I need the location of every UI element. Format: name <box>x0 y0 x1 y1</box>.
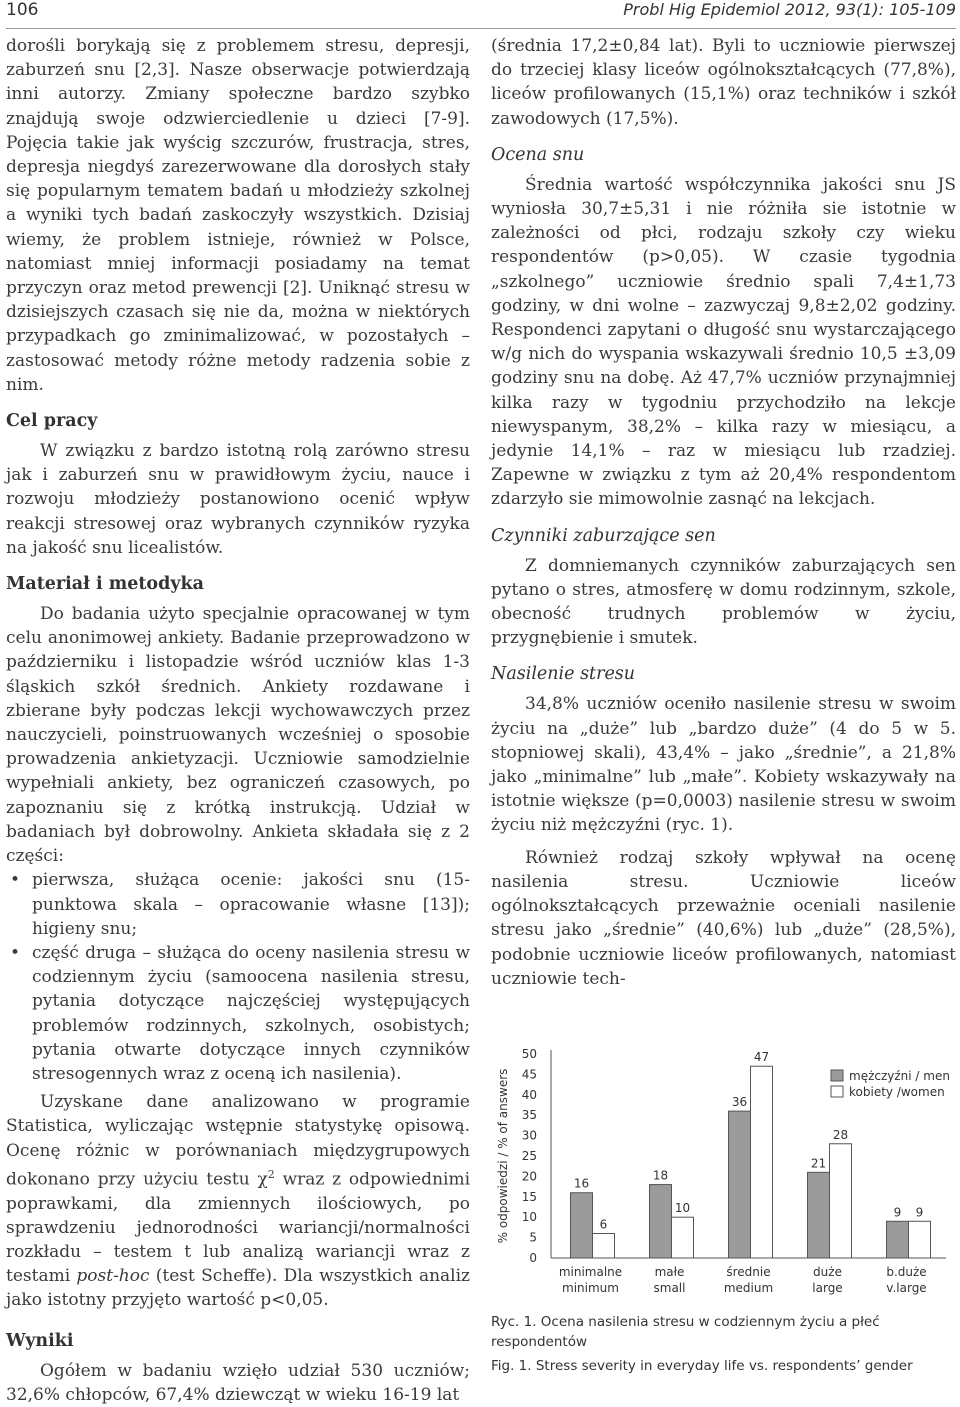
survey-parts-list <box>6 868 470 1086</box>
bar-value-label: 6 <box>599 1217 608 1232</box>
y-tick-label: 0 <box>529 1251 537 1265</box>
posthoc-term: post-hoc <box>76 1266 150 1287</box>
legend-label: kobiety /women <box>849 1085 945 1099</box>
bar <box>909 1221 931 1258</box>
y-tick-label: 30 <box>521 1128 537 1143</box>
statistics-text-b: wraz z odpowiednimi poprawkami, dla zmiennych ilościowych, po sprawdzeniu jednorodności wariancji/normalności rozkładu – testem t lub analizą wariancji wraz z testami <box>6 1169 471 1287</box>
bar <box>830 1144 852 1258</box>
y-tick-label: 10 <box>521 1210 537 1225</box>
intro-paragraph: dorośli borykają się z problemem stresu, depresji, zaburzeń snu [2,3]. Nasze obserwacje potwierdzają inni autorzy. Zmiany społeczne bardzo szybko znajdują swoje odzwierciedlenie u dzieci [7-9]. Pojęcia takie jak wyścig szczurów, frustracja, stres, depresja niegdyś zarezerwowane dla dorosłych stały się popularnym tematem badań u młodzieży szkolnej a wyniki tych badań zaskoczyły wszystkich. Dzisiaj wiemy, że problem istnieje, również w Polsce, natomiast mniej informacji posiadamy na temat przyczyn oraz metod prewencji [2]. Uniknąć stresu w dzisiejszych czasach się nie da, można w niektórych przypadkach go zminimalizować, w pozostałych – zastosować metody różne metody radzenia sobie z nim. <box>6 36 470 395</box>
section-heading-material: Materiał i metodyka <box>6 574 204 595</box>
x-category-label-en: minimum <box>562 1281 619 1295</box>
bar-value-label: 36 <box>731 1095 748 1110</box>
bar-value-label: 28 <box>832 1127 849 1142</box>
ocena-paragraph: Średnia wartość współczynnika jakości snu JS wyniosła 30,7±5,31 i nie różniła sie istotnie w zależności od płci, rodzaju szkoły czy wieku respondentów (p>0,05). W czasie tygodnia „szkolnego” uczniowie średnio spali 7,4±1,73 godziny, w dni wolne – zazwyczaj 9,8±2,02 godziny. Respondenci zapytani o długość snu wystarczającego w/g nich do wyspania wskazywali średnio 10,5 ±3,09 godziny snu na dobę. Aż 47,7% uczniów przynajmniej kilka razy w tygodniu przychodziło na lekcje niewyspanym, 38,2% – kilka razy w miesiącu, a jedynie 14,1% – raz w miesiącu lub rzadziej. Zapewne w związku z tym aż 20,4% respondentom zdarzyło sie mimowolnie zasnąć na lekcjach. <box>491 174 956 510</box>
bar <box>650 1185 672 1258</box>
bar-value-label: 47 <box>753 1050 770 1065</box>
material-paragraph: Do badania użyto specjalnie opracowanej w tym celu anonimowej ankiety. Badanie przeprowadzono w październiku i listopadzie wśród uczniów klas 1-3 śląskich szkół średnich. Ankiety rozdawane i zbierane były podczas lekcji wychowawczych przez nauczycieli, poinstruowanych wcześniej o sposobie prowadzenia ankietyzacji. Uczniowie samodzielnie wypełniali ankiety, bez ograniczeń czasowych, po zapoznaniu się z krótką instrukcją. Udział w badaniach był dobrowolny. Ankieta składała się z 2 części: <box>6 604 470 867</box>
figure-caption-en: Fig. 1. Stress severity in everyday life vs. respondents’ gender <box>491 1358 913 1374</box>
x-category-label: duże <box>813 1265 842 1279</box>
czynniki-paragraph: Z domniemanych czynników zaburzających sen pytano o stres, atmosferę w domu rodzinnym, szkole, obecność trudnych problemów w życiu, przygnębienie i smutek. <box>491 555 956 649</box>
y-tick-label: 50 <box>521 1047 537 1061</box>
bar-value-label: 16 <box>573 1176 590 1191</box>
bar <box>887 1221 909 1258</box>
page-number: 106 <box>6 0 39 20</box>
continued-paragraph: (średnia 17,2±0,84 lat). Byli to uczniowie pierwszej do trzeciej klasy liceów ogólnokształcących (77,8%), liceów profilowanych (15,1%) oraz techników i szkół zawodowych (17,5%). <box>491 36 956 129</box>
subheading-nasilenie: Nasilenie stresu <box>491 664 636 685</box>
y-axis-title: % odpowiedzi / % of answers <box>496 1068 510 1244</box>
bar <box>672 1217 694 1258</box>
legend-swatch <box>831 1086 843 1097</box>
bar-value-label: 18 <box>652 1168 669 1183</box>
statistics-text-a: Uzyskane dane analizowano w programie Statistica, wyliczając wstępnie statystykę opisową. Ocenę różnic w porównaniach międzygrupowych dokonano przy użyciu testu <box>6 1092 470 1190</box>
y-tick-label: 20 <box>521 1169 537 1184</box>
figure-1-chart <box>491 1040 956 1310</box>
y-tick-label: 25 <box>521 1149 537 1163</box>
y-tick-label: 35 <box>521 1108 537 1123</box>
x-category-label-en: small <box>653 1281 686 1295</box>
left-column <box>6 34 470 1407</box>
chi-exponent: 2 <box>267 1167 275 1181</box>
list-item: • pierwsza, służąca ocenie: jakości snu (15-punktowa skala – opracowanie własne [13]); higieny snu; <box>6 868 470 941</box>
y-tick-label: 15 <box>521 1189 537 1204</box>
legend-label: mężczyźni / men <box>849 1069 950 1083</box>
statistics-text-c: (test Scheffe). Dla wszystkich analiz jako istotny przyjęto wartość p<0,05. <box>6 1266 470 1311</box>
y-tick-label: 5 <box>529 1230 537 1245</box>
x-category-label: b.duże <box>886 1265 927 1279</box>
section-heading-wyniki: Wyniki <box>6 1330 74 1351</box>
wyniki-paragraph: Ogółem w badaniu wzięło udział 530 uczniów; 32,6% chłopców, 67,4% dziewcząt w wieku 16-19 lat <box>6 1360 470 1405</box>
figure-caption-pl: Ryc. 1. Ocena nasilenia stresu w codziennym życiu a płeć respondentów <box>491 1314 880 1350</box>
bar-value-label: 10 <box>674 1201 691 1216</box>
x-category-label: minimalne <box>558 1265 623 1279</box>
list-item: • część druga – służąca do oceny nasilenia stresu w codziennym życiu (samoocena nasilenia stresu, pytania dotyczące najczęściej występujących problemów rodzinnych, szkolnych, osobistych; pytania otwarte dotyczące innych czynników stresogennych wraz z oceną ich nasilenia). <box>6 941 470 1086</box>
bar <box>571 1193 593 1258</box>
journal-reference: Probl Hig Epidemiol 2012, 93(1): 105-109 <box>623 0 956 19</box>
y-tick-label: 45 <box>521 1067 537 1082</box>
x-category-label-en: medium <box>723 1281 774 1295</box>
x-category-label: średnie <box>726 1265 771 1279</box>
bar <box>808 1172 830 1258</box>
nasilenie-paragraph-2: Również rodzaj szkoły wpływał na ocenę nasilenia stresu. Uczniowie liceów ogólnokształcących przeważnie oceniali nasilenie stresu jako „średnie” (40,6%) lub „duże” (28,5%), podobnie uczniowie liceów profilowanych, natomiast uczniowie tech- <box>491 847 956 989</box>
bar <box>751 1066 773 1258</box>
section-heading-cel-pracy: Cel pracy <box>6 411 98 432</box>
x-category-label-en: large <box>812 1281 843 1295</box>
right-column <box>491 34 956 991</box>
bar <box>729 1111 751 1258</box>
bar-value-label: 21 <box>810 1156 827 1171</box>
statistics-paragraph <box>6 1090 470 1312</box>
cel-paragraph: W związku z bardzo istotną rolą zarówno stresu jak i zaburzeń snu w prawidłowym życiu, nauce i rozwoju młodzieży postanowiono ocenić wpływ reakcji stresowej oraz wybranych czynników ryzyka na jakość snu licealistów. <box>6 441 470 558</box>
nasilenie-paragraph-1: 34,8% uczniów oceniło nasilenie stresu w swoim życiu na „duże” lub „bardzo duże” (4 do 5 w 5. stopniowej skali), 43,4% – jako „średnie”, a 21,8% jako „minimalne” lub „małe”. Kobiety wskazywały na istotnie większe (p=0,0003) nasilenie stresu w swoim życiu niż mężczyźni (ryc. 1). <box>491 694 956 836</box>
chi-symbol: χ <box>257 1169 268 1190</box>
subheading-czynniki: Czynniki zaburzające sen <box>491 525 716 546</box>
x-category-label: małe <box>654 1265 685 1279</box>
bar-value-label: 9 <box>893 1205 902 1220</box>
y-tick-label: 40 <box>521 1087 537 1102</box>
header-divider <box>6 28 956 29</box>
bar <box>593 1234 615 1258</box>
legend-swatch <box>831 1070 843 1081</box>
x-category-label-en: v.large <box>886 1281 927 1295</box>
bar-chart <box>491 1040 956 1310</box>
subheading-ocena-snu: Ocena snu <box>491 144 585 165</box>
bar-value-label: 9 <box>915 1205 924 1220</box>
